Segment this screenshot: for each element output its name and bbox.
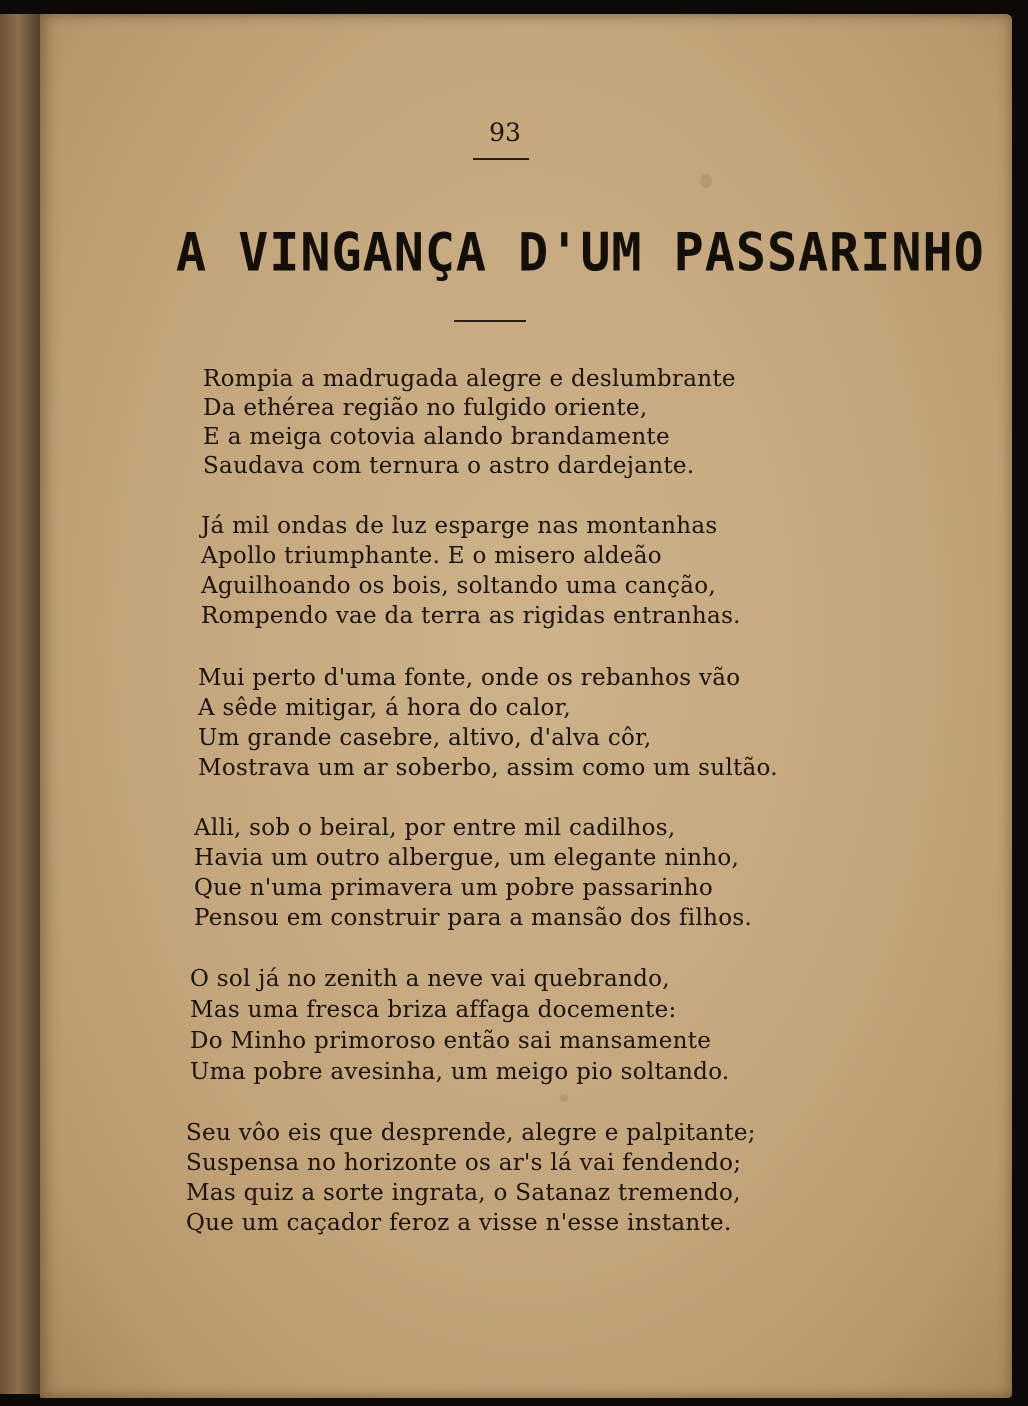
poem-line: Suspensa no horizonte os ar's lá vai fendendo; [186,1150,742,1176]
poem-line: Que um caçador feroz a visse n'esse instante. [186,1210,732,1236]
poem-line: Mui perto d'uma fonte, onde os rebanhos vão [198,665,741,691]
poem-line: Rompia a madrugada alegre e deslumbrante [203,366,736,392]
poem-line: Aguilhoando os bois, soltando uma canção, [201,573,716,599]
poem-line: A sêde mitigar, á hora do calor, [198,695,572,721]
poem-line: Da ethérea região no fulgido oriente, [203,395,648,421]
poem-line: Do Minho primoroso então sai mansamente [190,1028,712,1054]
poem-line: Pensou em construir para a mansão dos filhos. [194,905,753,931]
poem-line: Mas quiz a sorte ingrata, o Satanaz tremendo, [186,1180,741,1206]
poem-line: Que n'uma primavera um pobre passarinho [194,875,714,901]
poem-line: E a meiga cotovia alando brandamente [203,424,670,450]
poem-line: Mas uma fresca briza affaga docemente: [190,997,677,1023]
poem-line: Já mil ondas de luz esparge nas montanhas [201,513,718,539]
poem-line: Uma pobre avesinha, um meigo pio soltando. [190,1059,730,1085]
poem-line: Rompendo vae da terra as rigidas entranhas. [201,603,741,629]
poem-line: Seu vôo eis que desprende, alegre e palpitante; [186,1120,756,1146]
poem-line: Apollo triumphante. E o misero aldeão [201,543,662,569]
page-number: 93 [489,118,521,147]
poem-line: Saudava com ternura o astro dardejante. [203,453,695,479]
poem-title: A VINGANÇA D'UM PASSARINHO [176,222,985,283]
poem-line: Alli, sob o beiral, por entre mil cadilhos, [194,815,676,841]
poem-line: O sol já no zenith a neve vai quebrando, [190,966,670,992]
poem-line: Mostrava um ar soberbo, assim como um sultão. [198,755,778,781]
poem-line: Havia um outro albergue, um elegante ninho, [194,845,740,871]
poem-line: Um grande casebre, altivo, d'alva côr, [198,725,652,751]
